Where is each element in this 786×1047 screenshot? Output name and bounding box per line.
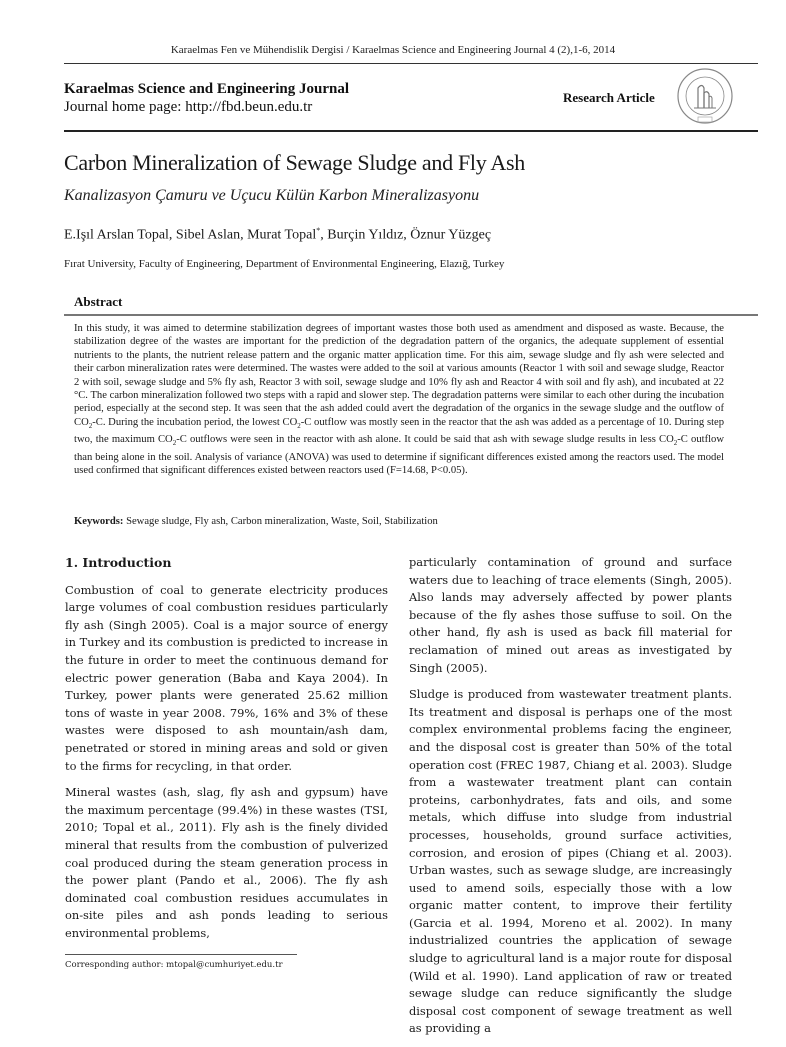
subscript: 2 xyxy=(88,421,93,430)
journal-block xyxy=(64,80,349,116)
affiliation: Fırat University, Faculty of Engineering, Department of Environmental Engineering, Elazığ, Turkey xyxy=(64,258,505,270)
keywords-list: Sewage sludge, Fly ash, Carbon mineralization, Waste, Soil, Stabilization xyxy=(123,516,438,527)
abstract-segment: -C outflow than being alone in the soil. Analysis of variance (ANOVA) was used to determine if significant differences existed among the reactors used. The model used confirmed that significant differences existed between reactors used (F=14.68, P<0.05). xyxy=(74,434,724,477)
article-type: Research Article xyxy=(563,90,655,105)
subscript: 2 xyxy=(172,439,177,448)
paragraph: Combustion of coal to generate electricity produces large volumes of coal combustion residues particularly fly ash (Singh 2005). Coal is a major source of energy in Turkey and its combustion is predicted to increase in the future in order to meet the continuous demand for electric power generation (Baba and Kaya 2004). In Turkey, power plants were generated 25.62 million tons of waste in year 2008. 79%, 16% and 3% of these wastes were disposed to ash mountain/ash dam, penetrated or stored in mining areas and sold or given to the firms for recycling, in that order. xyxy=(65,582,388,773)
header-rule xyxy=(64,63,758,64)
authors-part-1: E.Işıl Arslan Topal, Sibel Aslan, Murat Topal xyxy=(64,227,317,243)
right-column xyxy=(409,554,732,1047)
university-seal-icon xyxy=(676,66,734,126)
abstract-text xyxy=(74,322,724,478)
running-head: Karaelmas Fen ve Mühendislik Dergisi / Karaelmas Science and Engineering Journal 4 (2),1-6, 2014 xyxy=(170,44,616,56)
journal-name: Karaelmas Science and Engineering Journal xyxy=(64,81,349,97)
abstract-segment: -C outflow was mostly seen in the reactor that the ash was added as a percentage of 10. During step two, the maximum CO xyxy=(74,416,725,446)
left-column xyxy=(65,554,388,951)
section-heading: 1. Introduction xyxy=(65,555,172,570)
paragraph: Sludge is produced from wastewater treatment plants. Its treatment and disposal is perhaps one of the most complex environmental problems facing the engineer, and the disposal cost is greater than 50% of the total operation cost (FREC 1987, Chiang et al. 2003). Sludge from a wastewater treatment plant can contain proteins, carbonhydrates, fats and oils, and some metals, which diffuse into sludge from industrial processes, households, ground surface activities, corrosion, and erosion of pipes (Chiang et al. 2003). Urban wastes, such as sewage sludge, are increasingly used to amend soils, especially those with a low organic matter content, to improve their fertility (Garcia et al. 1994, Moreno et al. 2002). In many industrialized countries the application of sewage sludge to agricultural land is a major route for disposal (Wild et al. 1990). Land application of raw or treated sewage sludge can reduce significantly the sludge disposal cost component of sewage treatment as well as providing a xyxy=(409,687,732,1036)
abstract-rule xyxy=(64,314,758,316)
abstract-segment: -C. During the incubation period, the lowest CO xyxy=(92,416,298,428)
corresponding-author-mark: * xyxy=(316,226,321,235)
paragraph: particularly contamination of ground and surface waters due to leaching of trace elements (Singh, 2005). Also lands may adversely affected by power plants because of the fly ashes those suffuse to soil. On the other hand, fly ash is used as back fill material for reclamation of mined out areas as investigated by Singh (2005). xyxy=(409,555,732,675)
title-divider xyxy=(64,130,758,132)
abstract-heading: Abstract xyxy=(74,294,123,309)
author-list xyxy=(64,226,491,244)
subscript: 2 xyxy=(673,439,678,448)
abstract-segment: -C outflows were seen in the reactor with ash alone. It could be said that ash with sewage sludge results in less CO xyxy=(176,434,674,446)
paragraph: Mineral wastes (ash, slag, fly ash and gypsum) have the maximum percentage (99.4%) in these wastes (TSI, 2010; Topal et al., 2011). Fly ash is the finely divided mineral that results from the combustion of pulverized coal produced during the steam generation process in the power plant (Pando et al., 2006). The fly ash dominated coal combustion residues accumulates in on-site piles and ash ponds leading to serious environmental problems, xyxy=(65,785,388,940)
footnote-rule xyxy=(65,954,297,955)
article-title: Carbon Mineralization of Sewage Sludge and Fly Ash xyxy=(64,150,525,175)
article-subtitle: Kanalizasyon Çamuru ve Uçucu Külün Karbon Mineralizasyonu xyxy=(64,187,480,204)
keywords xyxy=(74,516,438,527)
authors-part-2: , Burçin Yıldız, Öznur Yüzgeç xyxy=(320,227,492,243)
subscript: 2 xyxy=(297,421,301,430)
journal-home-page: Journal home page: http://fbd.beun.edu.tr xyxy=(64,99,313,115)
corresponding-author-footnote: Corresponding author: mtopal@cumhuriyet.edu.tr xyxy=(65,960,283,970)
abstract-segment: In this study, it was aimed to determine stabilization degrees of important wastes those both used as amendment and disposed as waste. Because, the stabilization degree of the wastes are important for the prediction of the degradation pattern of the organics, the adequate supplement of essential nutrients to the plants, the nutrient release pattern and the organic matter application time. For this aim, sewage sludge and fly ash were selected and their carbon mineralization rates were determined. The wastes were added to the soil at various amounts (Reactor 1 with soil and sewage sludge, Reactor 2 with soil, sewage sludge and 5% fly ash, Reactor 3 with soil, sewage sludge and 10% fly ash and Reactor 4 with soil and fly ash), and incubated at 22 °C. The carbon mineralization followed two steps with a rapid and slower step. The degradation patterns were similar to each other during the incubation period, especially at the second step. It was seen that the ash added could avert the degradation of the organics in the sewage sludge and the outflow of CO xyxy=(74,323,724,428)
keywords-label: Keywords: xyxy=(74,516,124,527)
